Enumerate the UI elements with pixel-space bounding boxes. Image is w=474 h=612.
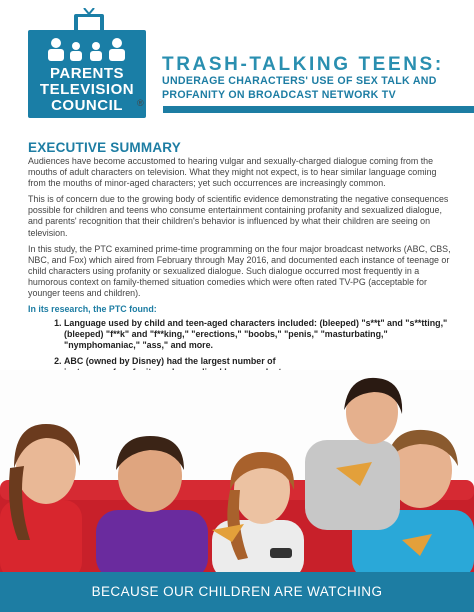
- findings-label: In its research, the PTC found:: [28, 304, 157, 315]
- logo-text-television: TELEVISION: [39, 81, 135, 98]
- title-divider-bar: [163, 106, 474, 113]
- teens-photo: [0, 370, 474, 572]
- logo-text-parents: PARENTS: [49, 65, 125, 82]
- summary-paragraph-1: Audiences have become accustomed to hearing vulgar and sexually-charged dialogue coming from the mouths of adult characters on television. What they might not expect, is to hear similar language coming from the mouths of minor-aged characters; yet such occurrences are increasingly common.: [28, 156, 437, 189]
- footer-bar: [0, 572, 474, 612]
- logo-text-council: COUNCIL: [51, 97, 123, 114]
- executive-summary-heading: EXECUTIVE SUMMARY: [28, 140, 181, 155]
- remote-control: [270, 548, 292, 558]
- summary-paragraph-3: In this study, the PTC examined prime-time programming on the four major broadcast networks (ABC, CBS, NBC, and Fox) which aired from February through May 2016, and documented each instance of teenage or child characters using profanity or sexualized dialogue. Such dialogue occurred most frequently in a humorous context on family-themed situation comedies which were often rated TV-PG (acceptable for younger teens and children).: [28, 243, 451, 299]
- ptc-logo: [28, 8, 146, 120]
- finding-1-text: Language used by child and teen-aged characters included: (bleeped) "s**t" and "s**tting," (bleeped) "f**k" and "f**king," "erections," "boobs," "penis," "masturbating," "nymphomaniac," "ass," and more.: [64, 318, 448, 351]
- teen-girl-back: [305, 378, 402, 530]
- report-title: TRASH-TALKING TEENS:: [162, 54, 444, 75]
- finding-item-1: [64, 318, 456, 351]
- report-subtitle: UNDERAGE CHARACTERS' USE OF SEX TALK AND PROFANITY ON BROADCAST NETWORK TV: [162, 75, 437, 101]
- finding-2-bold-text: ABC (owned by Disney) had the largest number of: [64, 355, 276, 366]
- summary-paragraph-2: This is of concern due to the growing body of scientific evidence demonstrating the negative consequences possible for children and teens who consume entertainment containing profanity and sexualized dialogue, and parents' recognition that their children's behavior is influenced by what their children are seeing on television.: [28, 194, 449, 238]
- footer-tagline: BECAUSE OUR CHILDREN ARE WATCHING: [91, 584, 383, 599]
- family-icon: [40, 36, 134, 62]
- teens-illustration: [0, 370, 474, 572]
- registered-mark: ®: [137, 98, 144, 108]
- executive-summary-body: [28, 156, 456, 404]
